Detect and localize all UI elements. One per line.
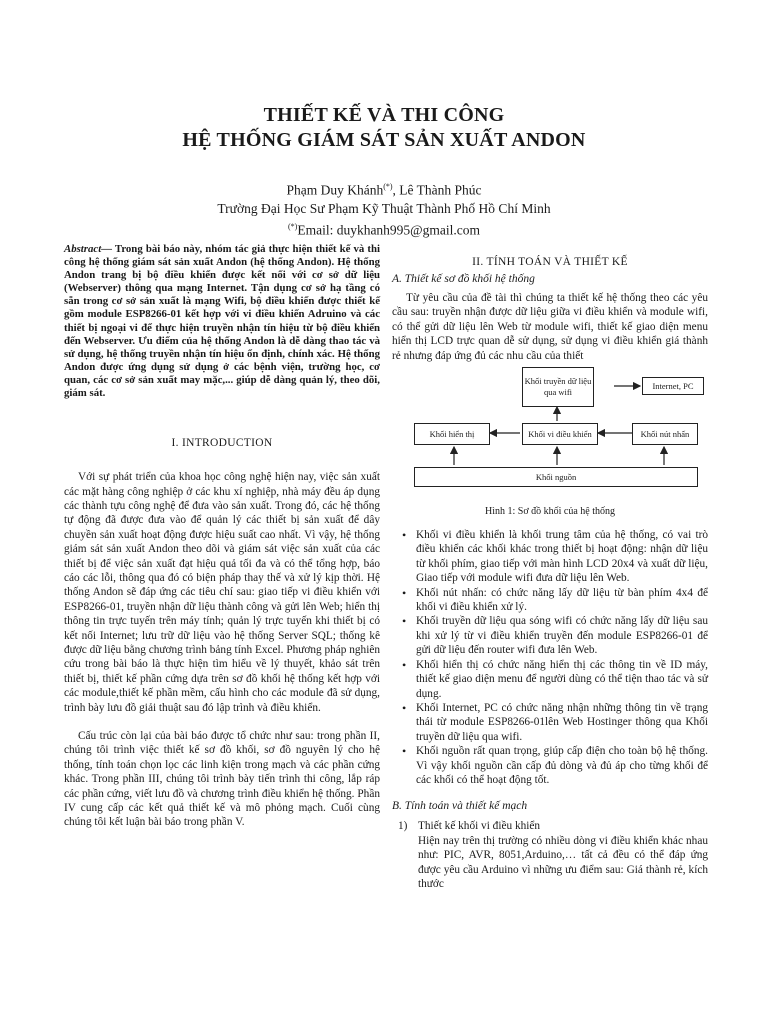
- author-name-2: , Lê Thành Phúc: [392, 182, 482, 198]
- list-item: • Khối nút nhấn: có chức năng lấy dữ liệu từ bàn phím 4x4 để khối vi điều khiển xử lý.: [416, 586, 708, 615]
- block-wifi: Khối truyền dữ liệu qua wifi: [522, 367, 594, 407]
- step-item-1: [398, 819, 708, 891]
- author-block: [0, 178, 768, 239]
- right-column: [392, 255, 708, 891]
- author-name-1: Phạm Duy Khánh: [286, 182, 384, 198]
- list-item: • Khối vi điều khiển là khối trung tâm của hệ thống, có vai trò điều khiển các khối khác trong thiết bị hoạt động: nhận dữ liệu từ khối phím, giao tiếp với màn hình LCD 20x4 và xuất dữ liệu, Giao tiếp với module wifi đưa dữ liệu lên Web.: [416, 528, 708, 586]
- step-list: [392, 819, 708, 891]
- block-button: Khối nút nhấn: [632, 423, 698, 445]
- block-mcu: Khối vi điều khiển: [522, 423, 598, 445]
- section-a-paragraph: Từ yêu cầu của đề tài thì chúng ta thiết kế hệ thống theo các yêu cầu sau: truyền nhận được dữ liệu giữa vi điều khiển và module wifi, có thể gửi dữ liệu lên Web từ module wifi, thiết kế giao diện menu hiển thị LCD trực quan dễ sử dụng, sử dụng vi điều khiển giá thành rẻ nhưng đáp ứng đủ các nhu cầu của thiết: [392, 292, 708, 362]
- list-item: • Khối hiển thị có chức năng hiển thị các thông tin về ID máy, thiết kế giao diện menu để người dùng có thể tiện thao tác và sử dụng.: [416, 658, 708, 701]
- abstract-lead: Abstract—: [64, 243, 112, 255]
- list-item: • Khối truyền dữ liệu qua sóng wifi có chức năng lấy dữ liệu sau khi xử lý từ vi điều khiển truyền đến module ESP8266-01 để gửi dữ liệu đến router wifi đưa lên Web.: [416, 614, 708, 657]
- left-column: [64, 243, 380, 830]
- figure-caption: Hình 1: Sơ đồ khối của hệ thống: [485, 506, 615, 518]
- paper-title: [0, 103, 768, 153]
- author-email: [0, 218, 768, 240]
- list-item: • Khối Internet, PC có chức năng nhận những thông tin về trạng thái từ module ESP8266-01lên Web Hostinger thông qua Khối truyền dữ liệu qua wifi.: [416, 701, 708, 744]
- step-number: 1): [398, 820, 408, 833]
- subsection-heading-b: B. Tính toán và thiết kế mạch: [392, 800, 528, 813]
- block-description-list: [392, 528, 708, 787]
- block-display: Khối hiển thị: [414, 423, 490, 445]
- block-power: Khối nguồn: [414, 467, 698, 487]
- title-line-2: HỆ THỐNG GIÁM SÁT SẢN XUẤT ANDON: [182, 129, 586, 151]
- email-mark: (*): [288, 221, 298, 231]
- step-body: Hiện nay trên thị trường có nhiều dòng vi điều khiển khác nhau như: PIC, AVR, 8051,Arduino,… tất cả đều có thể đáp ứng được yêu cầu Arduino vì những ưu điểm sau: Giá thành rẻ, kích thước: [418, 834, 708, 890]
- abstract: [64, 243, 380, 400]
- section-heading-introduction: I. INTRODUCTION: [171, 437, 273, 450]
- list-item: • Khối nguồn rất quan trọng, giúp cấp điện cho toàn bộ hệ thống. Vì vậy khối nguồn cần cấp đủ dòng và đủ áp cho từng khối để các khối có thể hoạt động tốt.: [416, 744, 708, 787]
- step-title: Thiết kế khối vi điều khiển: [418, 820, 541, 833]
- block-diagram: [392, 365, 708, 495]
- subsection-heading-a: A. Thiết kế sơ đồ khối hệ thống: [392, 273, 535, 285]
- section-heading-design: II. TÍNH TOÁN VÀ THIẾT KẾ: [472, 256, 628, 268]
- block-internet-pc: Internet, PC: [642, 377, 704, 395]
- author-mark: (*): [383, 182, 393, 191]
- abstract-body: Trong bài báo này, nhóm tác giả thực hiện thiết kế và thi công hệ thống giám sát sản xuất Andon (hệ thống Andon). Hệ thống Andon trang bị bộ điều khiển được kết nối với cơ sở dữ liệu (Webserver) thông qua mạng Internet. Tận dụng cơ sở hạ tầng có sẵn trong cơ sở sản xuất là mạng Wifi, bộ điều khiển được thiết kế gồm module ESP8266-01 kết hợp với vi điều khiển Adruino và các thiết bị ngoại vi để thực hiện truyền nhận tín hiệu từ bộ điều khiển đến Webserver. Ưu điểm của hệ thống Andon là dễ dàng thao tác và sử dụng, hệ thống truyền nhận tín hiệu ổn định, chính xác. Hệ thống Andon được ứng dụng sử dụng ở các bệnh viện, trường học, cơ quan, các cơ sở sản xuất may mặc,... giúp dễ dàng quản lý, theo dõi, giám sát.: [64, 243, 380, 400]
- intro-paragraph-2: Cấu trúc còn lại của bài báo được tổ chức như sau: trong phần II, chúng tôi trình việc thiết kế sơ đồ khối, sơ đồ nguyên lý cho hệ thống, tính toán chọn lọc các linh kiện trong mạch và các phần cứng khác. Trong phần III, chúng tôi trình bày tiến trình thi công, lắp ráp các phần cứng, viết lưu đồ và chương trình điều khiển hệ thống. Phần IV cung cấp các kết quả thiết kế và mô phỏng mạch. Cuối cùng chúng tôi kết luận bài báo trong phần V.: [64, 730, 380, 829]
- title-line-1: THIẾT KẾ VÀ THI CÔNG: [263, 104, 505, 126]
- email-text: Email: duykhanh995@gmail.com: [297, 222, 480, 237]
- author-names: [0, 178, 768, 200]
- intro-paragraph-1: Với sự phát triển của khoa học công nghệ hiện nay, việc sản xuất các mặt hàng công nghiệp ở các khu xí nghiệp, nhà máy đều áp dụng các thành tựu công nghệ để đưa vào sản xuất. Trong đó, các hệ thống tự động đã được đưa vào để quản lý các thiết bị sản xuất để dây chuyền sản xuất hoạt động được hiệu suất cao nhất. Vì vậy, hệ thống giám sát sản xuất Andon theo dõi và giám sát việc sản xuất của các thiết bị để việc sản xuất đạt hiệu quả tối đa và có thể tổng hợp, báo cáo các lỗi, thông qua đó có biện pháp thay thế và xử lý kịp thời. Hệ thống Andon sẽ đáp ứng các tiêu chí sau: giao tiếp vi điều khiển với ESP8266-01, truyền nhận dữ liệu thành công và gửi lên Web; hiển thị thông tin trực tuyến trên máy tính; quản lý trực tuyến khi thiết bị có kết nối Internet; lưu trữ dữ liệu vào hệ thống Server SQL; thống kê được dữ liệu bằng chương trình bảng tính Excel. Phương pháp nghiên cứu trong bài báo là thực hiện tìm hiểu về lý thuyết, khảo sát trên thiết bị, thiết kế phần cứng dựa trên sơ đồ khối hệ thống kết hợp với các module,thiết kế phần mềm, cấu hình cho các module đã sử dụng, trình bày lưu đồ giải thuật sau đó lập trình và điều khiển.: [64, 471, 380, 714]
- author-affiliation: Trường Đại Học Sư Phạm Kỹ Thuật Thành Phố Hồ Chí Minh: [217, 200, 551, 216]
